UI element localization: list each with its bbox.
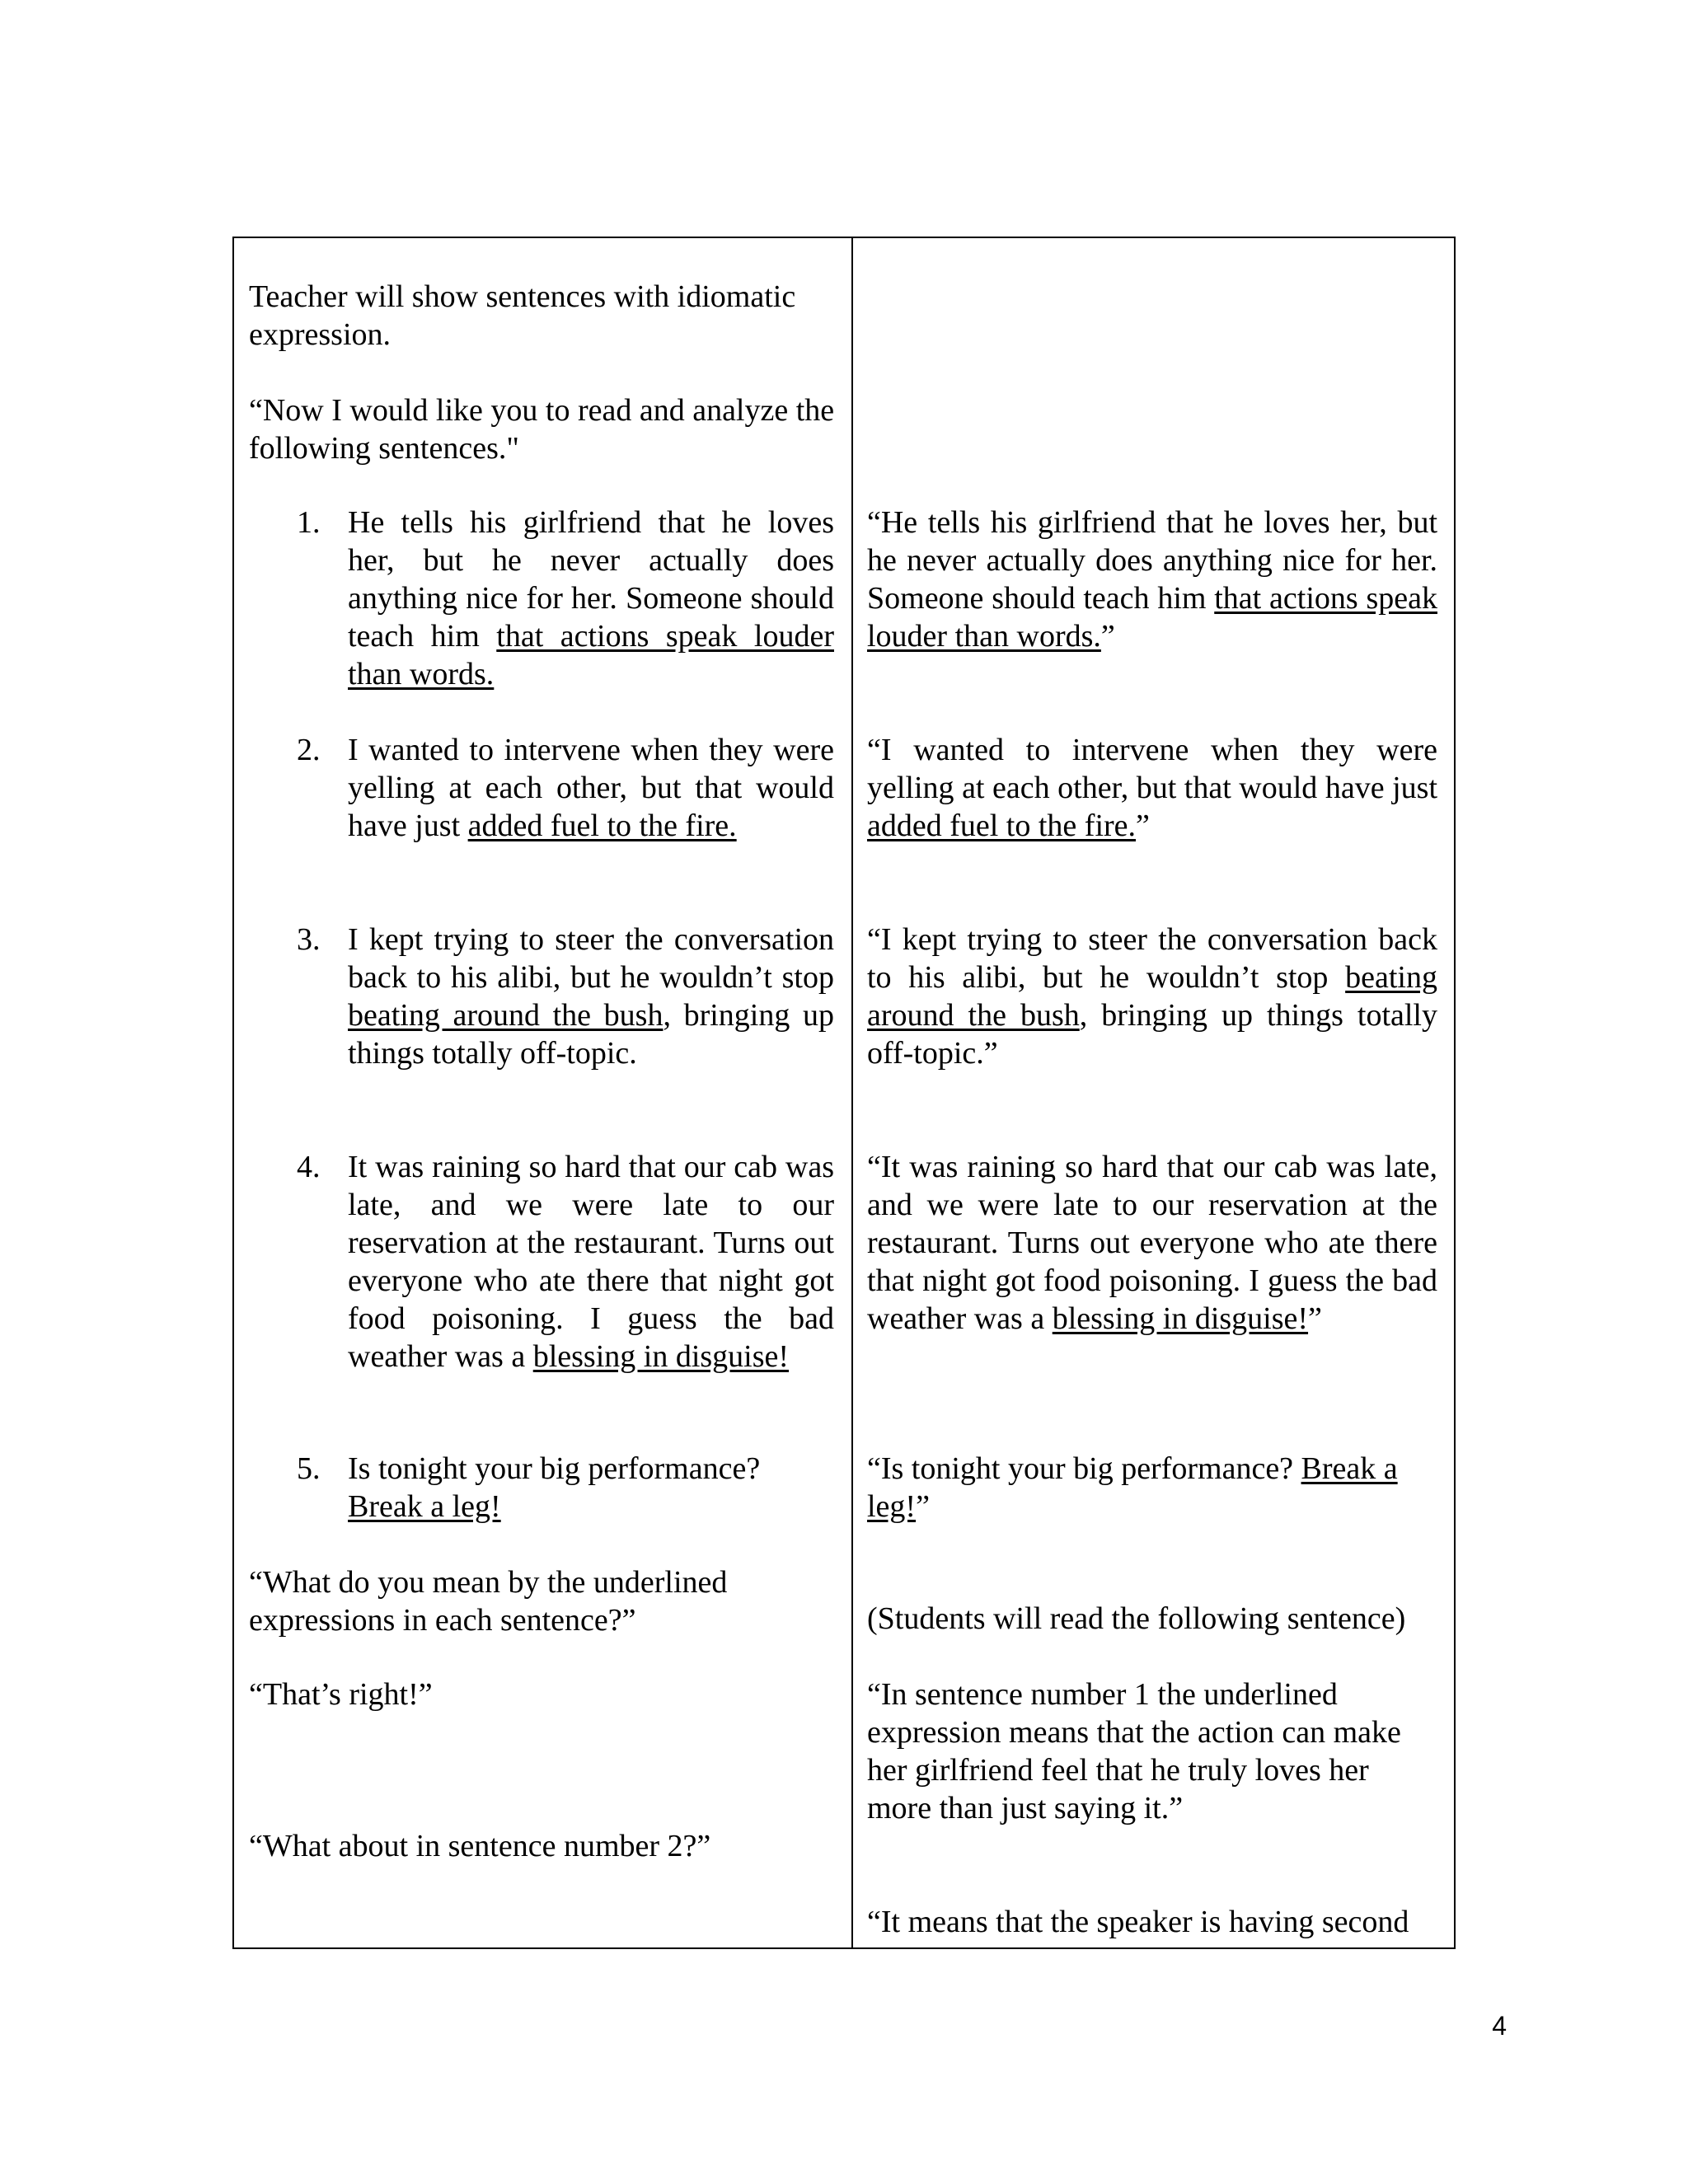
item-number: 3. [297, 922, 321, 957]
idiom-underlined: beating around the bush [867, 960, 1437, 1033]
idiom-underlined: that actions speak louder than words. [348, 619, 834, 691]
item-number: 2. [297, 733, 321, 767]
sentence-item: Is tonight your big performance? Break a leg! [348, 1451, 761, 1524]
sentence-item: It was raining so hard that our cab was late, and we were late to our reservation at the restaurant. Turns out everyone who ate there that night got food poisoning. I guess the bad weather was a blessing in disguise! [348, 1150, 834, 1374]
item-number: 4. [297, 1150, 321, 1184]
column-divider [851, 238, 853, 1947]
idiom-underlined: blessing in disguise! [1052, 1301, 1309, 1336]
item-number: 5. [297, 1451, 321, 1486]
student-reading: “I wanted to intervene when they were yelling at each other, but that would have just added fuel to the fire.” [867, 733, 1437, 843]
student-instruction: (Students will read the following sentence) [867, 1601, 1406, 1636]
item-number: 1. [297, 505, 321, 540]
idiom-underlined: added fuel to the fire. [467, 808, 737, 843]
idiom-underlined: added fuel to the fire. [867, 808, 1137, 843]
student-reading: “He tells his girlfriend that he loves her, but he never actually does anything nice for her. Someone should teach him that actions speak louder than words.” [867, 505, 1437, 654]
teacher-question: “What do you mean by the underlined expressions in each sentence?” [249, 1565, 728, 1638]
idiom-underlined: Break a leg! [348, 1489, 501, 1524]
teacher-intro: Teacher will show sentences with idiomatic expression. [249, 279, 796, 352]
idiom-underlined: blessing in disguise! [532, 1339, 790, 1374]
teacher-feedback: “That’s right!” [249, 1677, 433, 1712]
student-answer: “In sentence number 1 the underlined expression means that the action can make her girlfriend feel that he truly loves her more than just saying it.” [867, 1677, 1401, 1825]
sentence-item: I kept trying to steer the conversation back to his alibi, but he wouldn’t stop beating around the bush, bringing up things totally off-topic. [348, 922, 834, 1071]
student-reading: “It was raining so hard that our cab was late, and we were late to our reservation at the restaurant. Turns out everyone who ate there that night got food poisoning. I guess the bad weather was a blessing in disguise!” [867, 1150, 1437, 1336]
page-number: 4 [1492, 2011, 1507, 2041]
teacher-question: “What about in sentence number 2?” [249, 1829, 711, 1863]
student-reading: “I kept trying to steer the conversation back to his alibi, but he wouldn’t stop beating around the bush, bringing up things totally off-topic.” [867, 922, 1437, 1071]
student-answer: “It means that the speaker is having second [867, 1905, 1409, 1939]
teacher-prompt: “Now I would like you to read and analyze the following sentences." [249, 393, 835, 466]
idiom-underlined: Break a leg! [867, 1451, 1398, 1524]
sentence-item: He tells his girlfriend that he loves her, but he never actually does anything nice for her. Someone should teach him that actions speak louder than words. [348, 505, 834, 691]
lesson-table [232, 237, 1456, 1949]
student-reading: “Is tonight your big performance? Break a leg!” [867, 1451, 1398, 1524]
idiom-underlined: that actions speak louder than words. [867, 581, 1437, 654]
idiom-underlined: beating around the bush [348, 998, 663, 1033]
sentence-item: I wanted to intervene when they were yelling at each other, but that would have just added fuel to the fire. [348, 733, 834, 843]
